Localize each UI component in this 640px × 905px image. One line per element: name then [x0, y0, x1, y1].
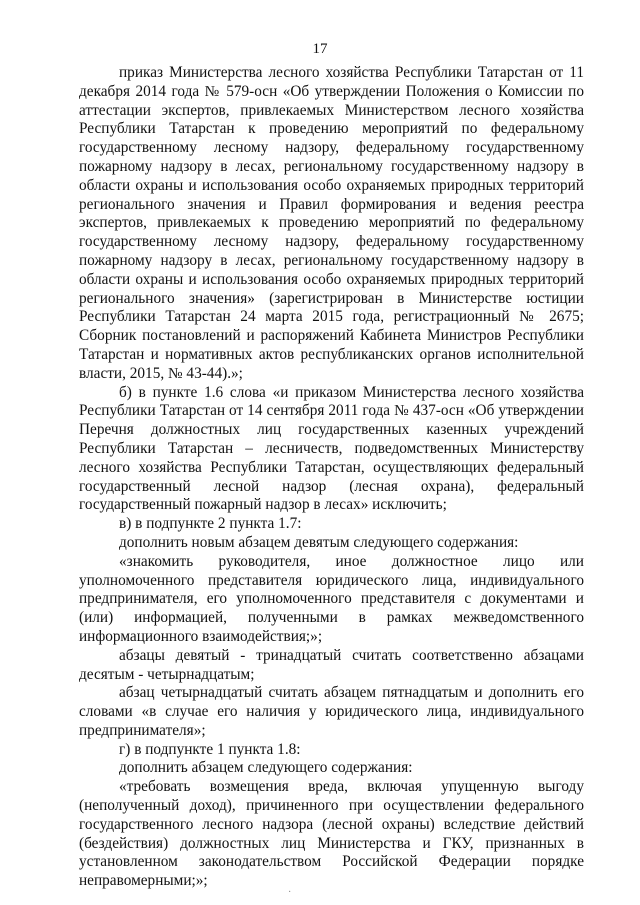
- paragraph-item-g: г) в подпункте 1 пункта 1.8:: [119, 740, 301, 758]
- paragraph-item-b: б) в пункте 1.6 слова «и приказом Министерства лесного хозяйства Республики Татарстан от 14 сентября 2011 года № 437-осн «Об утверждении Перечня должностных лиц государственных казенных учреждений Республики Татарстан – лесничеств, подведомственных Министерству лесного хозяйства Республики Татарстан, осуществляющих федеральный государственный лесной надзор (лесная охрана), федеральный государственный пожарный надзор в лесах» исключить;: [79, 383, 584, 514]
- paragraph-add-ninth-clause: дополнить новым абзацем девятым следующего содержания:: [119, 533, 519, 551]
- scan-mark: ·: [288, 887, 292, 898]
- paragraph-quoted-compensation: «требовать возмещения вреда, включая упущенную выгоду (неполученный доход), причиненного при осуществлении федерального государственного лесного надзора (лесной охраны) вследствие действий (бездействия) должностных лиц Министерства и ГКУ, признанных в установленном законодательством Российской Федерации порядке неправомерными;»;: [79, 778, 584, 890]
- paragraph-add-clause: дополнить абзацем следующего содержания:: [119, 759, 413, 777]
- paragraph-quoted-familiarize: «знакомить руководителя, иное должностное лицо или уполномоченного представителя юридического лица, индивидуального предпринимателя, его уполномоченного представителя с документами и (или) информацией, полученными в рамках межведомственного информационного взаимодействия;»;: [79, 552, 584, 645]
- page-number: 17: [312, 41, 328, 57]
- paragraph-order-reference: приказ Министерства лесного хозяйства Республики Татарстан от 11 декабря 2014 года № 579-осн «Об утверждении Положения о Комиссии по аттестации экспертов, привлекаемых Министерством лесного хозяйства Республики Татарстан к проведению мероприятий по федеральному государственному лесному надзору, федеральному государственному пожарному надзору в лесах, региональному государственному надзору в области охраны и использования особо охраняемых природных территорий регионального значения и Правил формирования и ведения реестра экспертов, привлекаемых к проведению мероприятий по федеральному государственному лесному надзору, федеральному государственному пожарному надзору в лесах, региональному государственному надзору в области охраны и использования особо охраняемых природных территорий регионального значения» (зарегистрирован в Министерстве юстиции Республики Татарстан 24 марта 2015 года, регистрационный № 2675; Сборник постановлений и распоряжений Кабинета Министров Республики Татарстан и нормативных актов республиканских органов исполнительной власти, 2015, № 43-44).»;: [79, 64, 584, 382]
- paragraph-renumber-clauses: абзацы девятый - тринадцатый считать соответственно абзацами десятым - четырнадцатым;: [79, 646, 584, 683]
- document-body: [79, 64, 584, 891]
- paragraph-fourteenth-clause: абзац четырнадцатый считать абзацем пятнадцатым и дополнить его словами «в случае его наличия у юридического лица, индивидуального предпринимателя»;: [79, 684, 584, 739]
- paragraph-item-v: в) в подпункте 2 пункта 1.7:: [119, 515, 302, 533]
